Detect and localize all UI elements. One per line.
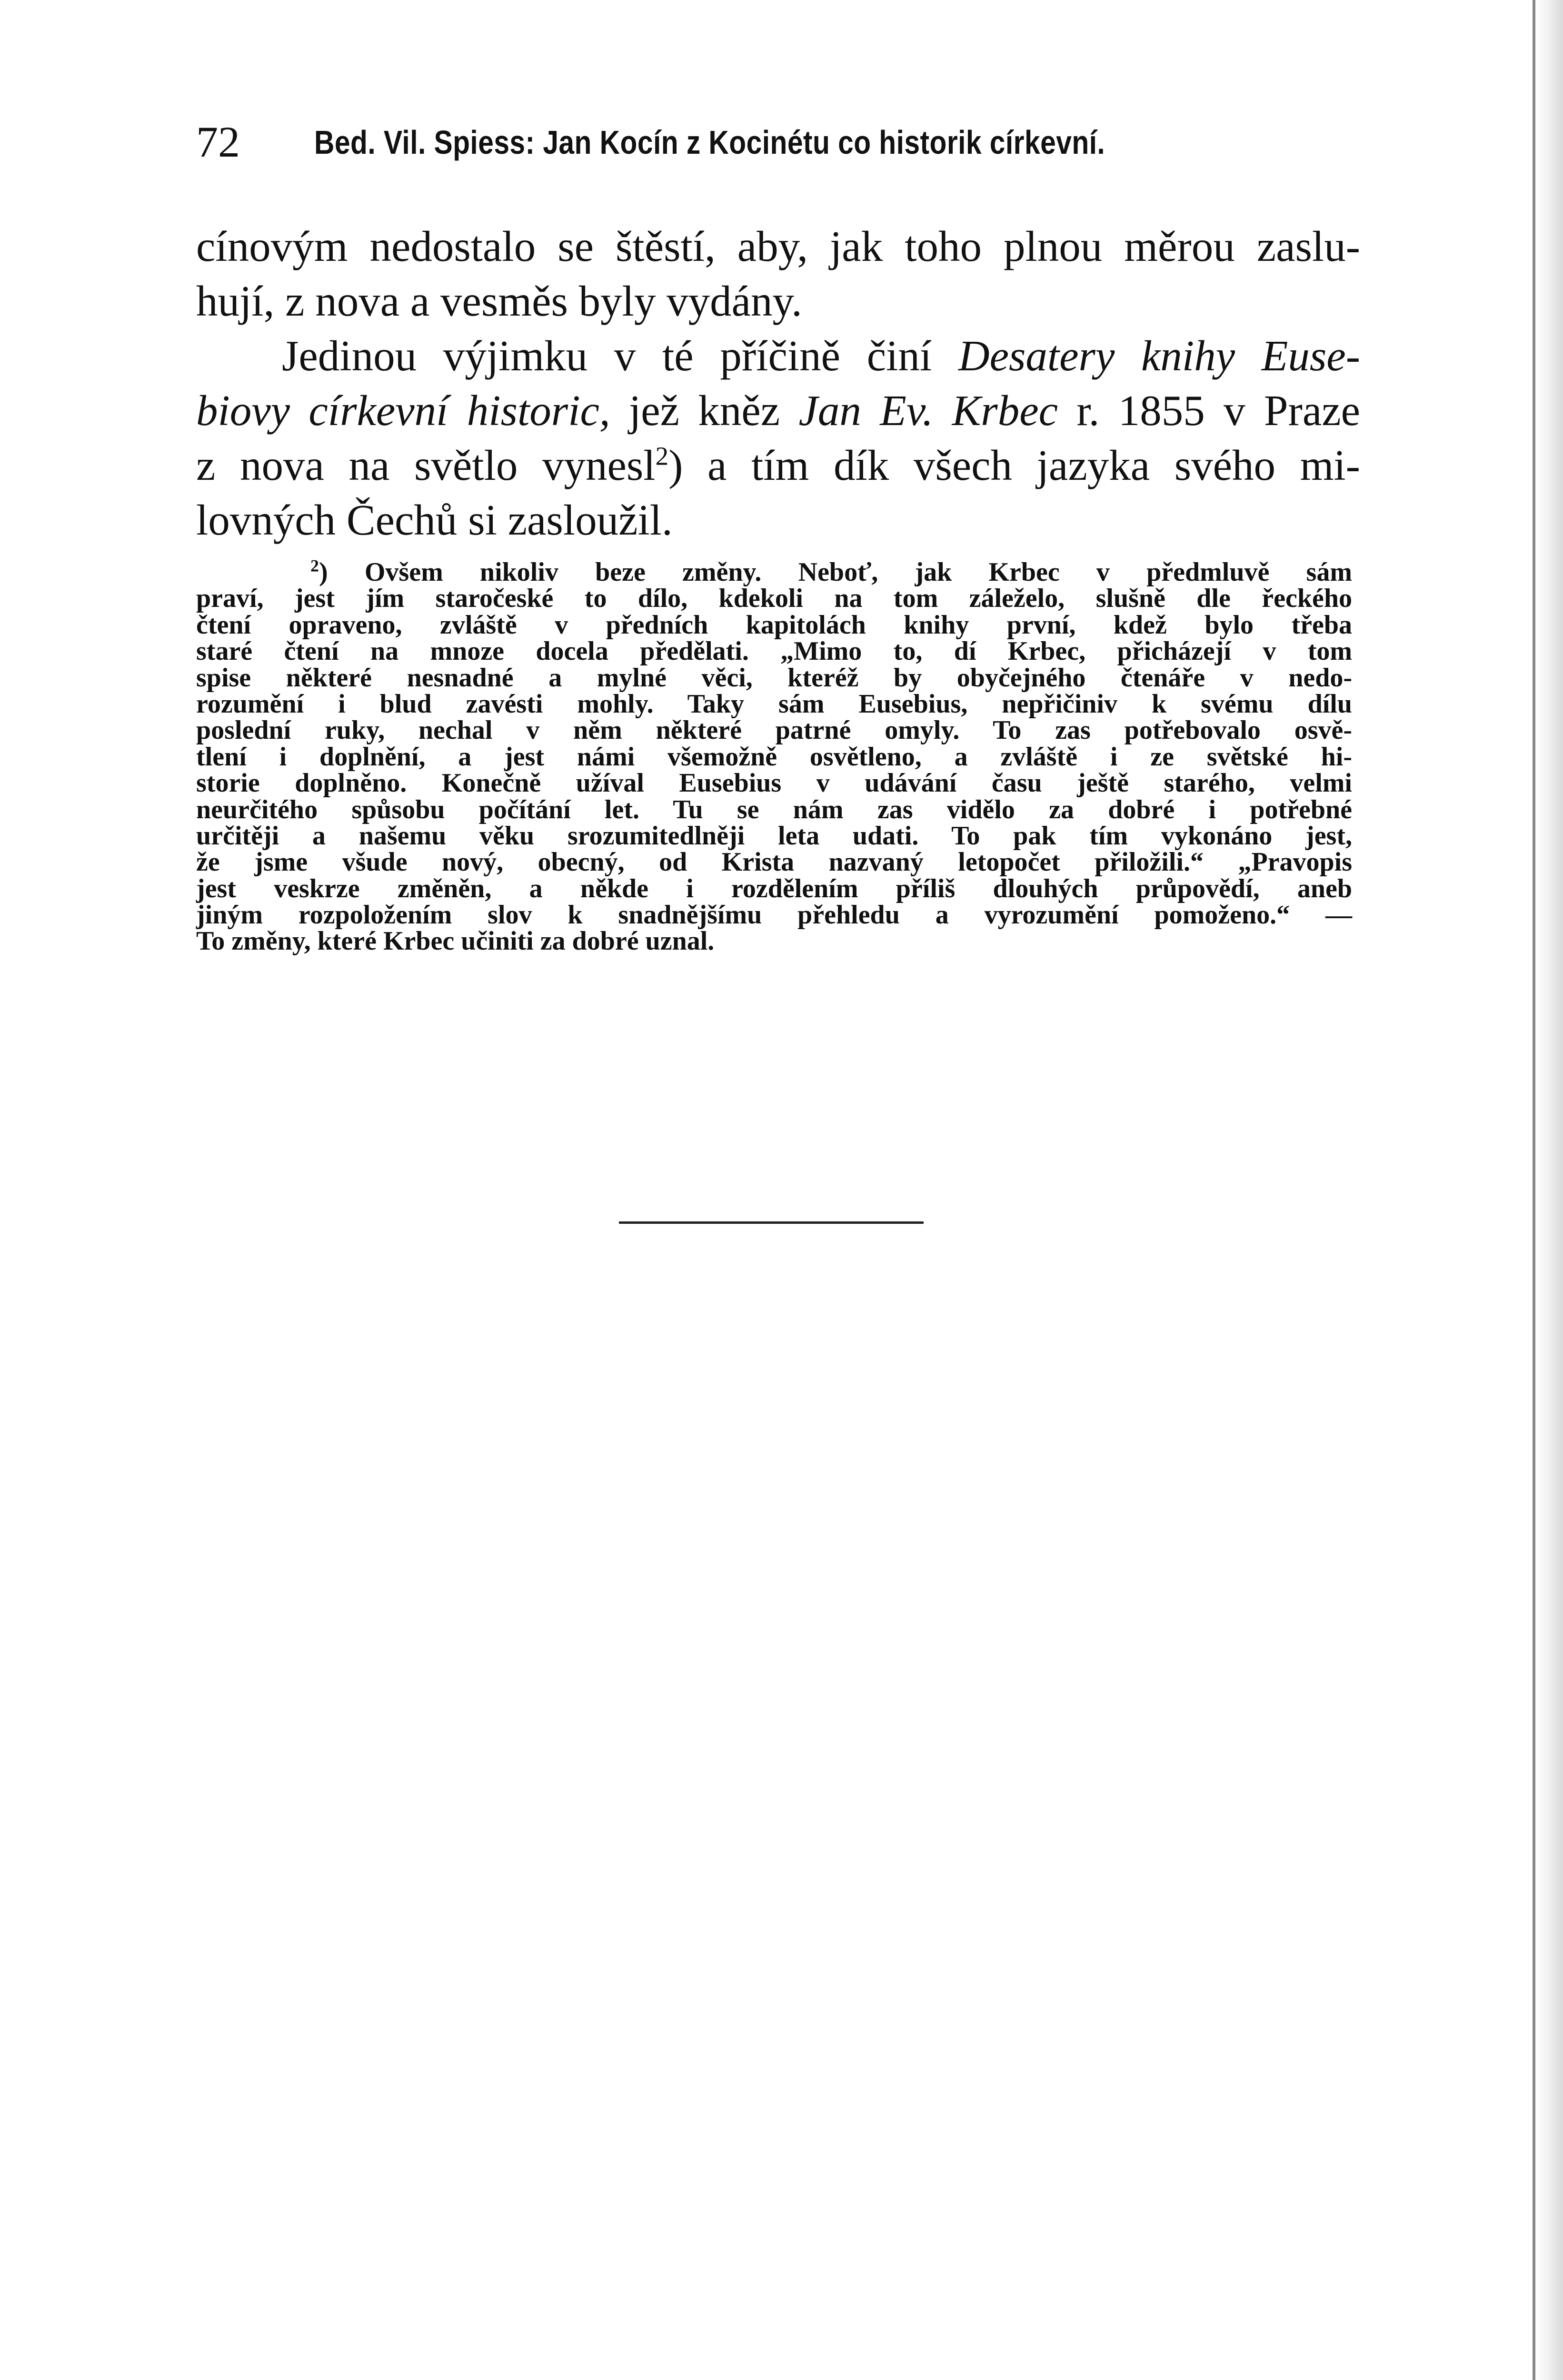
italic-title: biovy církevní historic, [196,387,610,435]
italic-name: Jan Ev. Krbec [798,387,1058,435]
footnote-line: neurčitého spůsobu počítání let. Tu se nám zas vidělo za dobré i potřebné [196,794,1352,824]
footnote-line: storie doplněno. Konečně užíval Eusebius v udávání času ještě starého, velmi [196,768,1352,798]
page-number: 72 [196,118,240,166]
text-line: z nova na světlo vynesl$^2$) a tím dík všech jazyka svého mi- [196,441,1360,489]
footnote-line: že jsme všude nový, obecný, od Krista nazvaný letopočet přiložili.“ „Pravopis [196,847,1352,877]
text-line: hují, z nova a vesměs byly vydány. [196,277,802,325]
page-header [196,113,1363,170]
text-line: cínovým nedostalo se štěstí, aby, jak toho plnou měrou zaslu- [196,222,1360,270]
page-edge-line [1533,0,1535,2380]
text-line: lovných Čechů si zasloužil. [196,496,673,544]
page-edge-shadow [1534,0,1563,2380]
footnote-line: $^2$) Ovšem nikoliv beze změny. Neboť, jak Krbec v předmluvě sám [310,556,1352,587]
main-text [196,219,1360,547]
footnote-line: praví, jest jím staročeské to dílo, kdekoli na tom záleželo, slušně dle řeckého [196,584,1352,614]
footnote-line: tlení i doplnění, a jest námi všemožně osvětleno, a zvláště i ze světské hi- [196,742,1352,772]
footnote [196,556,1352,956]
text-line: Jedinou výjimku v té příčině činí Desatery knihy Euse- [282,332,1360,380]
footnote-reference: 2 [655,441,669,471]
footnote-line: určitěji a našemu věku srozumitedlněji leta udati. To pak tím vykonáno jest, [196,821,1352,851]
footnote-line: jest veskrze změněn, a někde i rozdělením příliš dlouhých průpovědí, aneb [196,873,1352,903]
footnote-line: To změny, které Krbec učiniti za dobré uznal. [196,926,715,956]
footnote-line: čtení opraveno, zvláště v předních kapitolách knihy první, kdež bylo třeba [196,610,1352,640]
text-line: biovy církevní historic, jež kněz Jan Ev. Krbec r. 1855 v Praze [196,387,1360,435]
footnote-line: staré čtení na mnoze docela předělati. „Mimo to, dí Krbec, přicházejí v tom [196,636,1352,666]
running-head: Bed. Vil. Spiess: Jan Kocín z Kocinétu co historik církevní. [314,124,1105,161]
footnote-marker: 2 [310,556,319,575]
footnote-line: poslední ruky, nechal v něm některé patrné omyly. To zas potřebovalo osvě- [196,715,1352,745]
footnote-line: jiným rozpoložením slov k snadnějšímu přehledu a vyrozumění pomoženo.“ — [196,900,1352,930]
footnote-line: rozumění i blud zavésti mohly. Taky sám Eusebius, nepřičiniv k svému dílu [196,689,1352,719]
footnote-line: spise některé nesnadné a mylné věci, kteréž by obyčejného čtenáře v nedo- [196,663,1352,693]
italic-title: Desatery knihy Euse- [958,332,1360,380]
section-end-rule [619,1221,924,1224]
